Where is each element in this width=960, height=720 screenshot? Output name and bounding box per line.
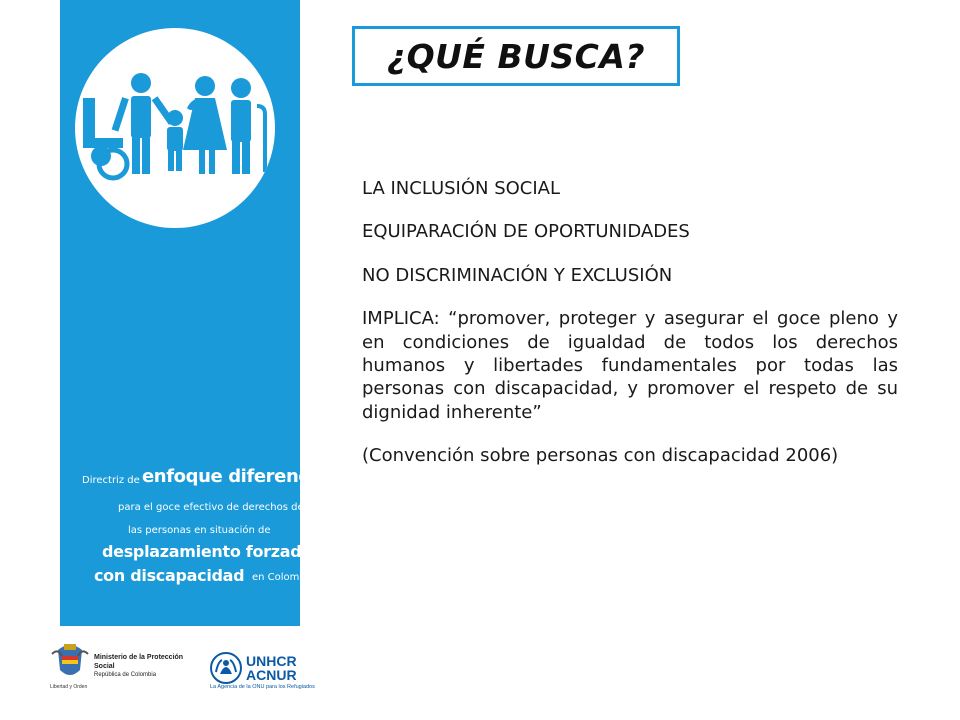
directive-line5-small: en Colombia [252,572,315,583]
directive-line4: desplazamiento forzado [102,542,313,561]
unhcr-name: UNHCR ACNUR [246,653,297,683]
ministry-label [94,654,194,679]
directive-title [80,466,332,596]
footer-logos [50,640,330,700]
directive-line1-small: Directriz de [82,475,140,486]
source-citation: (Convención sobre personas con discapacidad 2006) [362,445,839,467]
point-non-discrimination: NO DISCRIMINACIÓN Y EXCLUSIÓN [362,264,673,286]
colombia-crest-icon [50,640,90,684]
directive-line5-big: con discapacidad [94,566,245,585]
sidebar-banner [60,0,332,626]
directive-line1-big: enfoque diferencial [142,466,332,487]
main-content [362,177,898,488]
family-icon [75,28,275,228]
implica-paragraph: IMPLICA: “promover, proteger y asegurar el goce pleno y en condiciones de igualdad de todos los derechos humanos y libertades fundamentales por todas las personas con discapacidad, y promover el respeto de su dignidad inherente” [362,308,898,423]
crest-motto: Libertad y Orden [50,684,88,690]
title-box [352,26,680,86]
point-social-inclusion: LA INCLUSIÓN SOCIAL [362,178,561,199]
unhcr-logo [210,652,330,692]
point-equal-opportunities: EQUIPARACIÓN DE OPORTUNIDADES [362,221,690,243]
unhcr-tagline: La Agencia de la ONU para los Refugiados [210,684,315,690]
directive-line2: para el goce efectivo de derechos de [118,502,304,513]
page-title: ¿QUÉ BUSCA? [386,36,646,76]
directive-line3: las personas en situación de [128,525,271,536]
family-illustration [75,28,275,228]
ministry-name: Ministerio de la Protección Social [94,654,184,670]
ministry-country: República de Colombia [94,671,157,678]
unhcr-emblem-icon [210,652,242,684]
